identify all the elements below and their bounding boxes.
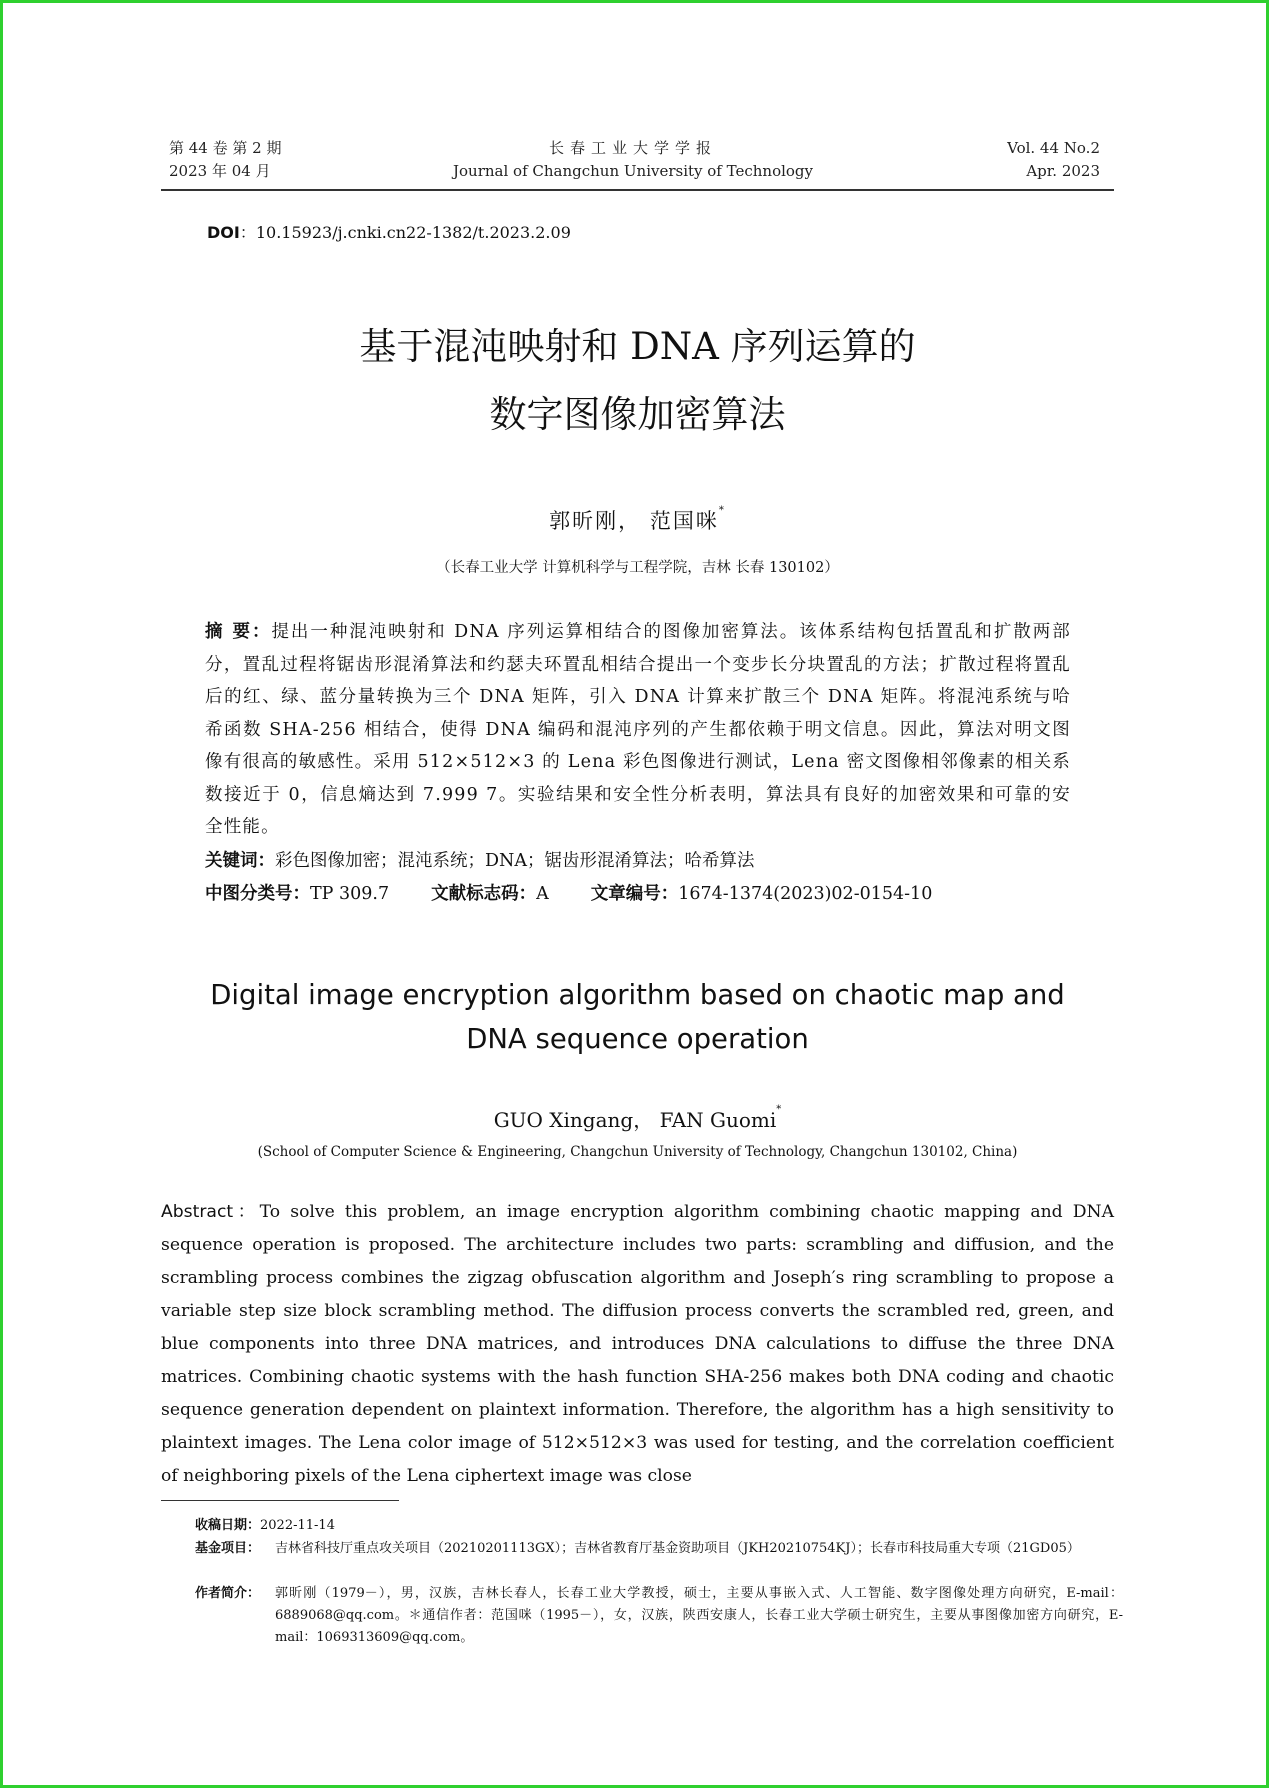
bio-value: 郭昕刚（1979－），男，汉族，吉林长春人，长春工业大学教授，硕士，主要从事嵌入式、人工智能、数字图像处理方向研究，E-mail：6889068@qq.com。＊通信作者：范国咪（1995－），女，汉族，陕西安康人，长春工业大学硕士研究生，主要从事图像加密方向研究，E-mail：1069313609@qq.com。 (275, 1586, 1123, 1645)
affiliation-cn: （长春工业大学 计算机科学与工程学院，吉林 长春 130102） (436, 560, 839, 576)
corresponding-mark-en: * (776, 1104, 782, 1115)
keywords-label: 关键词： (205, 851, 275, 871)
article-no-value: 1674-1374(2023)02-0154-10 (678, 884, 933, 904)
abstract-en-text: To solve this problem, an image encryption algorithm combining chaotic mapping and DNA sequence operation is proposed. The architecture includes two parts: scrambling and diffusion, and the scrambling process combines the zigzag obfuscation algorithm and Joseph′s ring scrambling to propose a variable step size block scrambling method. The diffusion process converts the scrambled red, green, and blue components into three DNA matrices, and introduces DNA calculations to diffuse the three DNA matrices. Combining chaotic systems with the hash function SHA-256 makes both DNA coding and chaotic sequence generation dependent on plaintext information. Therefore, the algorithm has a high sensitivity to plaintext images. The Lena color image of 512×512×3 was used for testing, and the correlation coefficient of neighboring pixels of the Lena ciphertext image was close (161, 1202, 1114, 1486)
authors-en (161, 1104, 1114, 1133)
abstract-en (161, 1196, 1114, 1493)
date-en: Apr. 2023 (1026, 162, 1100, 180)
corresponding-mark: * (718, 505, 726, 516)
header-issue-en (1007, 137, 1100, 183)
footnote-received (195, 1515, 335, 1537)
affiliation-en: (School of Computer Science & Engineering, Changchun University of Technology, Changchun 130102, China) (257, 1144, 1018, 1160)
abstract-cn-label: 摘 要： (205, 622, 272, 642)
authors-en-names: GUO Xingang， FAN Guomi (493, 1108, 777, 1132)
received-value: 2022-11-14 (260, 1518, 335, 1533)
authors-cn-names: 郭昕刚， 范国咪 (549, 509, 719, 533)
classification-line (205, 880, 1071, 905)
keywords-text: 彩色图像加密；混沌系统；DNA；锯齿形混淆算法；哈希算法 (275, 851, 755, 871)
header-issue-cn (169, 137, 281, 183)
clc-value: TP 309.7 (310, 884, 390, 904)
article-no-label: 文章编号： (590, 884, 679, 904)
doi-value: ：10.15923/j.cnki.cn22-1382/t.2023.2.09 (239, 223, 571, 242)
footnote-bio (195, 1583, 1123, 1649)
doi-label: DOI (207, 223, 240, 242)
journal-name-cn: 长春工业大学学报 (548, 139, 717, 157)
keywords-cn (205, 847, 1071, 872)
footnote-divider (161, 1500, 399, 1501)
title-en-line1: Digital image encryption algorithm based on chaotic map and (210, 979, 1065, 1011)
doi-line (207, 220, 571, 243)
abstract-en-label: Abstract： (161, 1202, 260, 1222)
volume-cn: 第 44 卷 第 2 期 (169, 139, 282, 157)
volume-en: Vol. 44 No.2 (1007, 139, 1100, 157)
bio-label: 作者简介： (195, 1586, 261, 1601)
footnote-fund (195, 1538, 1123, 1560)
date-cn: 2023 年 04 月 (169, 162, 271, 180)
authors-cn (161, 505, 1114, 535)
clc-label: 中图分类号： (205, 884, 310, 904)
abstract-cn (205, 616, 1071, 844)
title-cn-line1: 基于混沌映射和 DNA 序列运算的 (359, 325, 916, 368)
journal-name-en: Journal of Changchun University of Technology (453, 162, 813, 180)
title-cn (161, 313, 1114, 449)
doc-code-value: A (536, 884, 549, 904)
header-divider (161, 189, 1114, 191)
title-cn-line2: 数字图像加密算法 (489, 393, 786, 436)
header-journal (423, 137, 843, 183)
fund-label: 基金项目： (195, 1541, 261, 1556)
title-en (161, 973, 1114, 1061)
received-label: 收稿日期： (195, 1518, 261, 1533)
fund-value: 吉林省科技厅重点攻关项目（20210201113GX）；吉林省教育厅基金资助项目（JKH20210754KJ）；长春市科技局重大专项（21GD05） (275, 1541, 1080, 1556)
doc-code-label: 文献标志码： (431, 884, 537, 904)
title-en-line2: DNA sequence operation (466, 1023, 809, 1055)
abstract-cn-text: 提出一种混沌映射和 DNA 序列运算相结合的图像加密算法。该体系结构包括置乱和扩散两部分，置乱过程将锯齿形混淆算法和约瑟夫环置乱相结合提出一个变步长分块置乱的方法；扩散过程将置乱后的红、绿、蓝分量转换为三个 DNA 矩阵，引入 DNA 计算来扩散三个 DNA 矩阵。将混沌系统与哈希函数 SHA-256 相结合，使得 DNA 编码和混沌序列的产生都依赖于明文信息。因此，算法对明文图像有很高的敏感性。采用 512×512×3 的 Lena 彩色图像进行测试，Lena 密文图像相邻像素的相关系数接近于 0，信息熵达到 7.999 7。实验结果和安全性分析表明，算法具有良好的加密效果和可靠的安全性能。 (205, 622, 1071, 837)
